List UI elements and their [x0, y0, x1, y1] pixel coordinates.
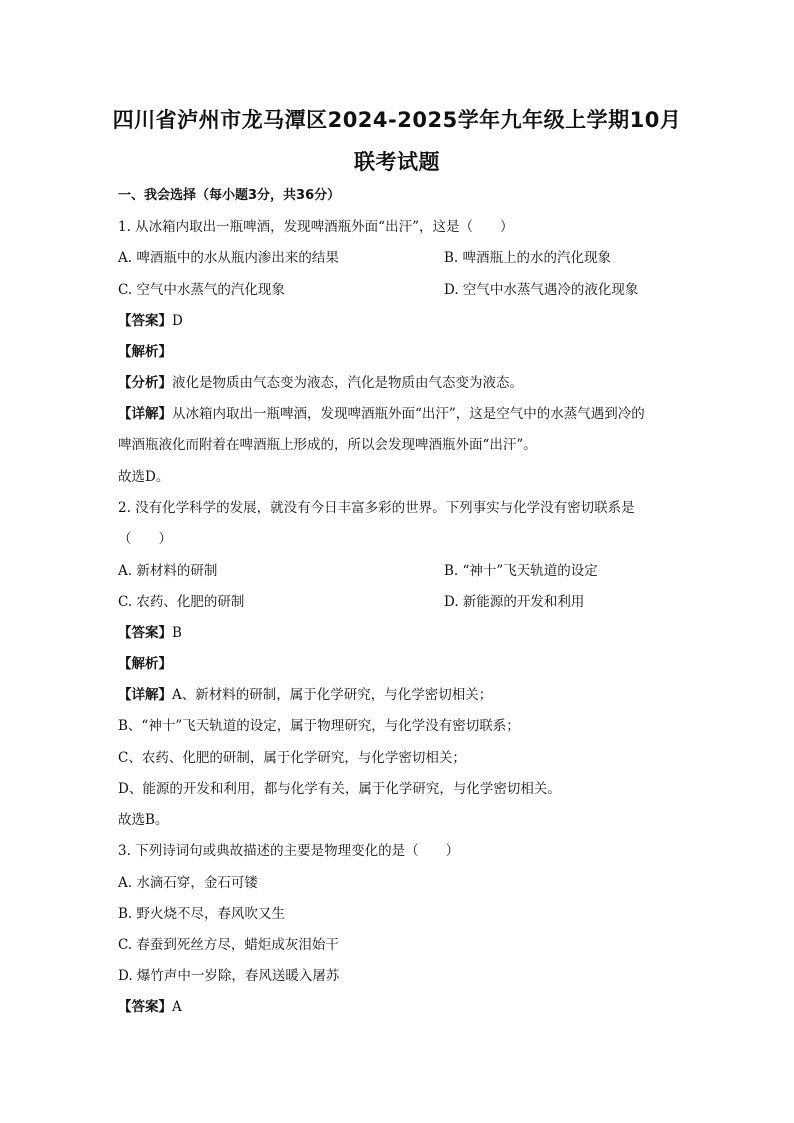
detail-text: A、新材料的研制，属于化学研究，与化学密切相关； — [172, 687, 493, 703]
q2-stem-line1: 2. 没有化学科学的发展，就没有今日丰富多彩的世界。下列事实与化学没有密切联系是 — [118, 500, 635, 516]
q3-option-a: A. 水滴石穿，金石可镂 — [118, 875, 258, 891]
answer-value: B — [172, 625, 182, 641]
answer-tag: 【答案】 — [118, 625, 172, 641]
q2-option-a: A. 新材料的研制 — [118, 563, 218, 579]
q2-detail-line2: B、“神十”飞天轨道的设定，属于物理研究，与化学没有密切联系； — [118, 718, 520, 734]
q3-option-b: B. 野火烧不尽，春风吹又生 — [118, 906, 286, 922]
q1-detail-line1 — [118, 405, 645, 423]
section-heading: 一、我会选择（每小题3分，共36分） — [118, 188, 341, 203]
q2-option-c: C. 农药、化肥的研制 — [118, 594, 245, 610]
q2-option-d: D. 新能源的开发和利用 — [444, 594, 585, 610]
answer-tag: 【答案】 — [118, 999, 172, 1015]
q1-option-d: D. 空气中水蒸气遇冷的液化现象 — [444, 282, 639, 298]
q2-detail-line1 — [118, 686, 492, 704]
answer-value: A — [172, 999, 182, 1015]
q1-fenxi — [118, 374, 523, 392]
q1-stem: 1. 从冰箱内取出一瓶啤酒，发现啤酒瓶外面“出汗”，这是（ ） — [118, 219, 514, 235]
detail-tag: 【详解】 — [118, 406, 172, 422]
detail-text: 从冰箱内取出一瓶啤酒，发现啤酒瓶外面“出汗”，这是空气中的水蒸气遇到冷的 — [172, 406, 645, 422]
q1-option-b: B. 啤酒瓶上的水的汽化现象 — [444, 250, 612, 266]
doc-title-line1: 四川省泸州市龙马潭区2024-2025学年九年级上学期10月 — [112, 108, 682, 132]
q2-answer — [118, 624, 182, 642]
q3-option-c: C. 春蚕到死丝方尽，蜡炬成灰泪始干 — [118, 937, 339, 953]
q1-option-c: C. 空气中水蒸气的汽化现象 — [118, 282, 285, 298]
q1-analysis-tag: 【解析】 — [118, 344, 172, 360]
fenxi-text: 液化是物质由气态变为液态，汽化是物质由气态变为液态。 — [172, 375, 523, 391]
q2-stem-line2: （ ） — [118, 531, 172, 547]
q2-choose: 故选B。 — [118, 812, 169, 828]
answer-tag: 【答案】 — [118, 313, 172, 329]
q2-detail-line3: C、农药、化肥的研制，属于化学研究，与化学密切相关； — [118, 750, 466, 766]
doc-title-line2: 联考试题 — [354, 150, 440, 174]
fenxi-tag: 【分析】 — [118, 375, 172, 391]
q2-option-b: B. “神十”飞天轨道的设定 — [444, 563, 598, 579]
q3-stem: 3. 下列诗词句或典故描述的主要是物理变化的是（ ） — [118, 843, 460, 859]
q1-option-a: A. 啤酒瓶中的水从瓶内渗出来的结果 — [118, 250, 339, 266]
q1-choose: 故选D。 — [118, 469, 170, 485]
detail-tag: 【详解】 — [118, 687, 172, 703]
q1-answer — [118, 312, 183, 330]
q2-analysis-tag: 【解析】 — [118, 656, 172, 672]
q1-detail-line2: 啤酒瓶液化而附着在啤酒瓶上形成的，所以会发现啤酒瓶外面“出汗”。 — [118, 437, 537, 453]
q3-answer — [118, 998, 182, 1016]
q3-option-d: D. 爆竹声中一岁除，春风送暖入屠苏 — [118, 968, 340, 984]
q2-detail-line4: D、能源的开发和利用，都与化学有关，属于化学研究，与化学密切相关。 — [118, 781, 561, 797]
answer-value: D — [172, 313, 183, 329]
